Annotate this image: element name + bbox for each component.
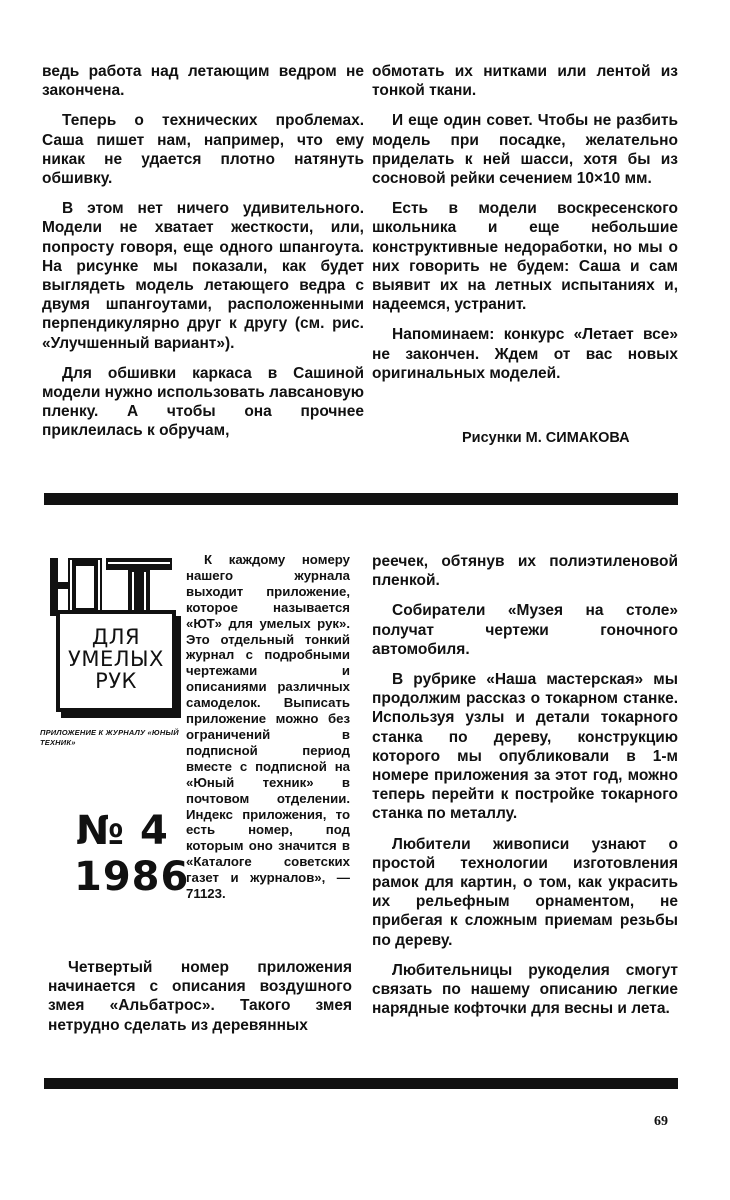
paragraph: ведь работа над летающим ведром не закончена.	[42, 63, 364, 100]
page-number: 69	[654, 1114, 668, 1129]
paragraph: Напоминаем: конкурс «Летает все» не закончен. Ждем от вас новых оригинальных моделей.	[372, 326, 678, 382]
paragraph: Есть в модели воскресенского школьника и еще небольшие конструктивные недоработки, но мы о них говорить не будем: Саша и сам выявит их на летных испытаниях и, надеемся, устранит.	[372, 200, 678, 314]
paragraph: Теперь о технических проблемах. Саша пишет нам, например, что ему никак не удается плотно натянуть обшивку.	[42, 112, 364, 188]
supplement-right-column	[372, 552, 678, 1029]
paragraph: Любители живописи узнают о простой технологии изготовления рамок для картин, о том, как украсить их рельефным орнаментом, не прибегая к сложным приемам резьбы по дереву.	[372, 835, 678, 949]
jt-logo-icon	[48, 552, 176, 618]
issue-number: № 4	[76, 808, 169, 854]
supplement-logo	[48, 552, 178, 714]
article-right-column	[372, 62, 678, 394]
footer-divider	[44, 1078, 678, 1089]
logo-word: РУК	[95, 669, 137, 693]
paragraph: Для обшивки каркаса в Сашиной модели нужно использовать лавсановую пленку. А чтобы она прочнее приклеилась к обручам,	[42, 364, 364, 440]
supplement-left-column	[48, 958, 352, 1046]
supplement-intro: К каждому номеру нашего журнала выходит приложение, которое называется «ЮТ» для умелых рук». Это отдельный тонкий журнал с подробными чертежами и описаниями различных самоделок. Выписать приложение можно без ограничений в подписной период вместе с подписной на «Юный техник» в почтовом отделении. Индекс приложения, то есть номер, под которым оно значится в «Каталоге советских газет и журналов», — 71123.	[186, 552, 350, 902]
paragraph: И еще один совет. Чтобы не разбить модель при посадке, желательно приделать к ней шасси, хотя бы из сосновой рейки сечением 10×10 мм.	[372, 112, 678, 188]
logo-word: УМЕЛЫХ	[68, 647, 164, 671]
paragraph: В этом нет ничего удивительного. Модели не хватает жесткости, или, попросту говоря, еще одного шпангоута. На рисунке мы показали, как будет выглядеть модель летающего ведра с двумя шпангоутами, расположенными перпендикулярно друг к другу (см. рис. «Улучшенный вариант»).	[42, 200, 364, 352]
paragraph: В рубрике «Наша мастерская» мы продолжим рассказ о токарном станке. Используя узлы и детали токарного станка по дереву, конструкцию которого мы опубликовали в 1-м номере приложения за этот год, можно теперь перейти к постройке токарного станка по металлу.	[372, 671, 678, 823]
section-divider	[44, 493, 678, 505]
logo-caption: ПРИЛОЖЕНИЕ К ЖУРНАЛУ «ЮНЫЙ ТЕХНИК»	[40, 728, 179, 747]
article-left-column	[42, 62, 364, 452]
logo-frame	[56, 610, 176, 712]
logo-word: ДЛЯ	[91, 625, 141, 649]
issue-year: 1986	[74, 854, 190, 900]
paragraph: обмотать их нитками или лентой из тонкой ткани.	[372, 63, 678, 100]
paragraph: реечек, обтянув их полиэтиленовой пленкой.	[372, 553, 678, 590]
paragraph: Четвертый номер приложения начинается с описания воздушного змея «Альбатрос». Такого змея нетрудно сделать из деревянных	[48, 959, 352, 1034]
illustration-credit: Рисунки М. СИМАКОВА	[462, 430, 630, 446]
paragraph: Собиратели «Музея на столе» получат чертежи гоночного автомобиля.	[372, 602, 678, 658]
paragraph: Любительницы рукоделия смогут связать по нашему описанию легкие нарядные кофточки для весны и лета.	[372, 961, 678, 1018]
